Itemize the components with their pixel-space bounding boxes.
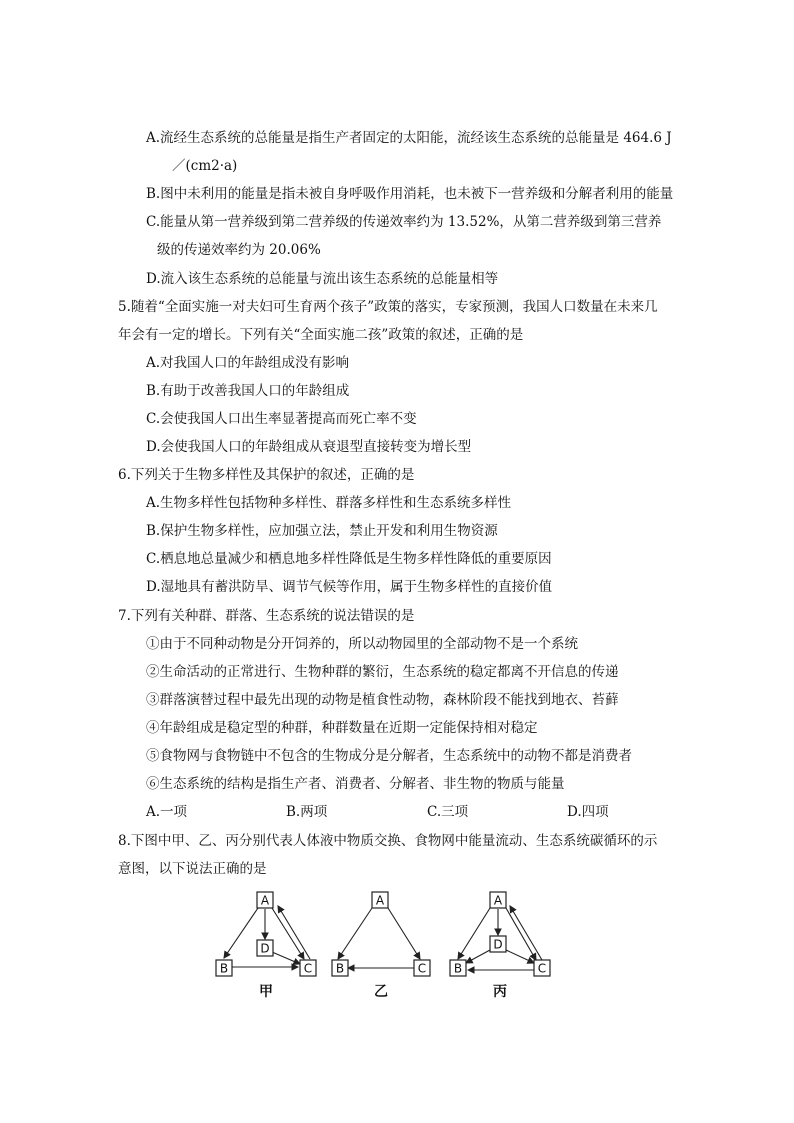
jia-node-b	[216, 960, 232, 976]
q7-statement-4: ④年龄组成是稳定型的种群，种群数量在近期一定能保持相对稳定	[146, 720, 538, 736]
yi-node-c	[414, 960, 430, 976]
q4-option-a-line1: A.流经生态系统的总能量是指生产者固定的太阳能，流经该生态系统的总能量是 464.6 J	[146, 130, 672, 146]
svg-text:B: B	[219, 961, 229, 976]
jia-node-a	[257, 892, 273, 908]
q4-option-c-line1: C.能量从第一营养级到第二营养级的传递效率约为 13.52%，从第二营养级到第三营养	[146, 214, 662, 230]
bing-node-b	[450, 960, 466, 976]
q5-option-d: D.会使我国人口的年龄组成从衰退型直接转变为增长型	[146, 439, 472, 455]
yi-node-b	[332, 960, 348, 976]
q4-option-d: D.流入该生态系统的总能量与流出该生态系统的总能量相等	[146, 271, 499, 287]
caption-jia: 甲	[259, 984, 273, 1000]
jia-node-d	[257, 940, 273, 956]
q4-option-b: B.图中未利用的能量是指未被自身呼吸作用消耗，也未被下一营养级和分解者利用的能量	[146, 186, 674, 202]
svg-text:C: C	[417, 961, 427, 976]
diagram-jia	[216, 892, 316, 1000]
svg-text:B: B	[335, 961, 345, 976]
q7-statement-6: ⑥生态系统的结构是指生产者、消费者、分解者、非生物的物质与能量	[146, 776, 565, 792]
jia-node-c	[300, 960, 316, 976]
bing-node-c	[534, 960, 550, 976]
q5-option-c: C.会使我国人口出生率显著提高而死亡率不变	[146, 411, 417, 427]
q5-option-b: B.有助于改善我国人口的年龄组成	[146, 383, 350, 399]
q4-option-a-line2: ／(cm2·a)	[172, 158, 238, 174]
q6-option-b: B.保护生物多样性，应加强立法，禁止开发和利用生物资源	[146, 523, 498, 539]
q8-stem-line2: 意图，以下说法正确的是	[118, 861, 267, 877]
svg-text:B: B	[453, 961, 463, 976]
diagram-yi	[332, 892, 430, 1000]
diagram-bing	[450, 892, 550, 1000]
q7-statement-3: ③群落演替过程中最先出现的动物是植食性动物，森林阶段不能找到地衣、苔藓	[146, 692, 619, 708]
q6-stem: 6.下列关于生物多样性及其保护的叙述，正确的是	[118, 467, 415, 483]
svg-text:C: C	[537, 961, 547, 976]
q6-option-d: D.湿地具有蓄洪防旱、调节气候等作用，属于生物多样性的直接价值	[146, 579, 553, 595]
q7-option-c: C.三项	[427, 804, 469, 820]
bing-node-d	[490, 936, 506, 952]
q7-statement-5: ⑤食物网与食物链中不包含的生物成分是分解者，生态系统中的动物不都是消费者	[146, 748, 632, 764]
svg-text:A: A	[493, 893, 503, 908]
q7-statement-1: ①由于不同种动物是分开饲养的，所以动物园里的全部动物不是一个系统	[146, 636, 578, 652]
caption-yi: 乙	[374, 984, 388, 1000]
svg-text:A: A	[375, 893, 385, 908]
q7-stem: 7.下列有关种群、群落、生态系统的说法错误的是	[118, 608, 415, 624]
q6-option-c: C.栖息地总量减少和栖息地多样性降低是生物多样性降低的重要原因	[146, 551, 552, 567]
q6-option-a: A.生物多样性包括物种多样性、群落多样性和生态系统多样性	[146, 495, 512, 511]
bing-node-a	[490, 892, 506, 908]
q7-option-a: A.一项	[146, 804, 188, 820]
q7-option-b: B.两项	[286, 804, 328, 820]
svg-text:C: C	[303, 961, 313, 976]
q5-stem-line2: 年会有一定的增长。下列有关“全面实施二孩”政策的叙述，正确的是	[118, 327, 524, 343]
q8-stem-line1: 8.下图中甲、乙、丙分别代表人体液中物质交换、食物网中能量流动、生态系统碳循环的示	[118, 833, 658, 849]
q7-option-d: D.四项	[567, 804, 609, 820]
caption-bing: 丙	[493, 984, 507, 1000]
svg-text:D: D	[493, 937, 503, 952]
q5-stem-line1: 5.随着“全面实施一对夫妇可生育两个孩子”政策的落实，专家预测，我国人口数量在未来几	[118, 299, 658, 315]
q5-option-a: A.对我国人口的年龄组成没有影响	[146, 355, 350, 371]
q7-statement-2: ②生命活动的正常进行、生物种群的繁衍，生态系统的稳定都离不开信息的传递	[146, 664, 619, 680]
yi-node-a	[372, 892, 388, 908]
svg-text:A: A	[260, 893, 270, 908]
q4-option-c-line2: 级的传递效率约为 20.06%	[157, 242, 321, 258]
svg-text:D: D	[260, 941, 270, 956]
q8-diagram	[200, 880, 600, 1010]
